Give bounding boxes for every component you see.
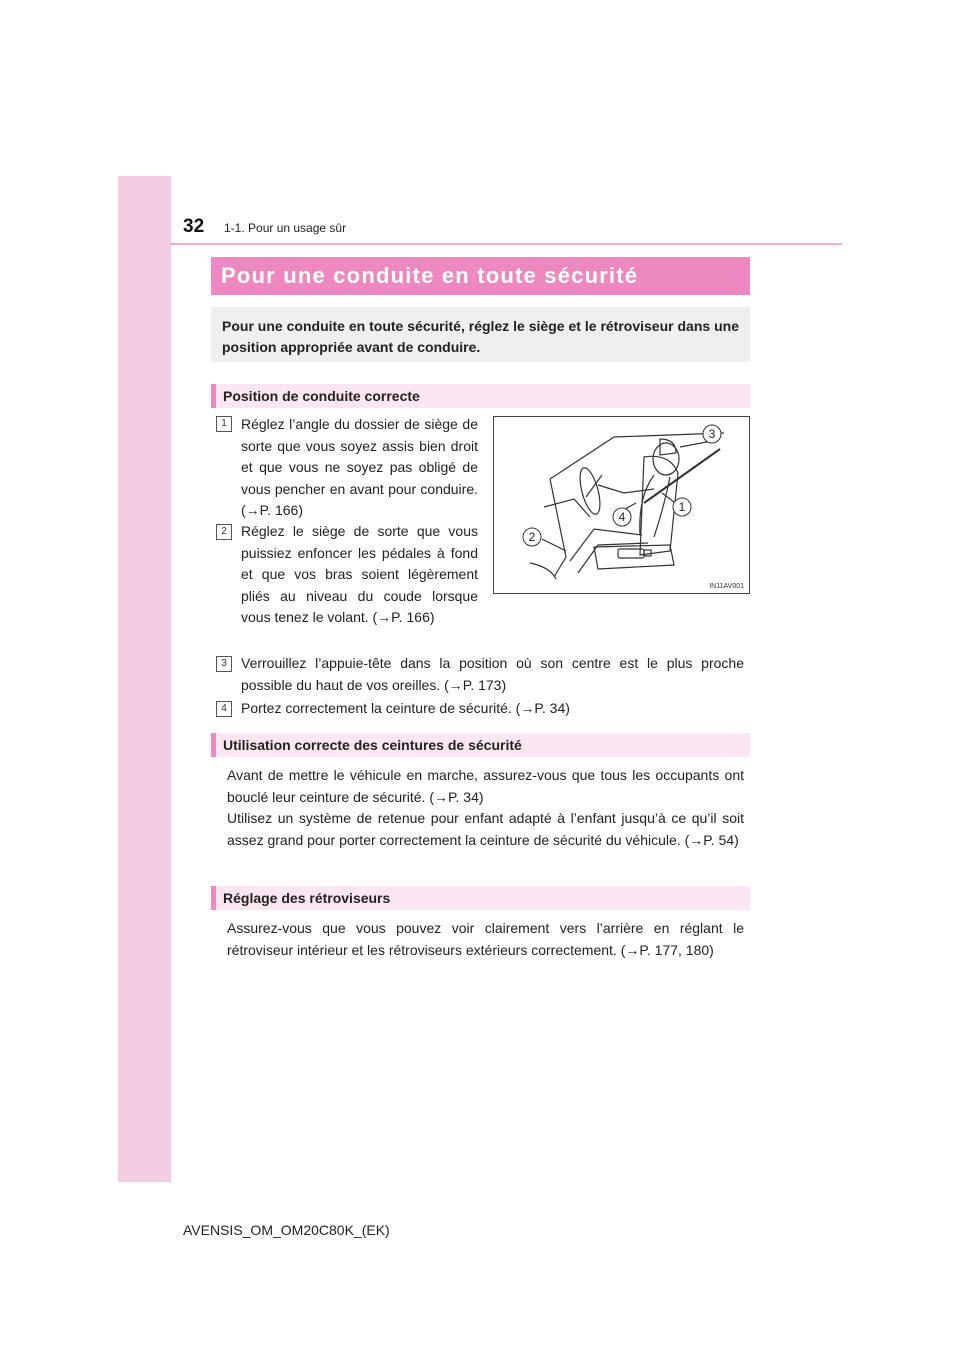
subhead-mirrors [211, 886, 750, 910]
item-text-1: Réglez l’angle du dossier de siège de sorte que vous soyez assis bien droit et que vous ne soyez pas obligé de vous pencher en avant pour conduire. (→P. 166) [241, 416, 478, 518]
item-text-4: Portez correctement la ceinture de sécurité. (→P. 34) [241, 700, 570, 716]
seatbelt-paragraph-2: Utilisez un système de retenue pour enfant adapté à l’enfant jusqu’à ce qu’il soit assez grand pour porter correctement la ceinture de sécurité du véhicule. (→P. 54) [227, 810, 744, 848]
subhead-position-label: Position de conduite correcte [223, 388, 420, 404]
item-text-3: Verrouillez l’appuie-tête dans la position où son centre est le plus proche possible du haut de vos oreilles. (→P. 173) [241, 655, 744, 693]
item-number-4: 4 [216, 701, 232, 717]
header-rule [170, 243, 842, 245]
page-number: 32 [183, 216, 205, 237]
driving-position-illustration [493, 416, 750, 594]
side-tab-bar [118, 176, 171, 1182]
subhead-seatbelts-label: Utilisation correcte des ceintures de sécurité [223, 737, 522, 753]
subhead-seatbelts [211, 733, 750, 757]
item-text-2: Réglez le siège de sorte que vous puissiez enfoncer les pédales à fond et que vos bras soient légèrement pliés au niveau du coude lorsque vous tenez le volant. (→P. 166) [241, 523, 478, 625]
callout-2: 2 [528, 530, 536, 544]
footer-code: AVENSIS_OM_OM20C80K_(EK) [183, 1222, 390, 1238]
title-bar [211, 257, 750, 295]
seatbelt-paragraph-1: Avant de mettre le véhicule en marche, assurez-vous que tous les occupants ont bouclé leur ceinture de sécurité. (→P. 34) [227, 767, 744, 805]
illustration-code: IN11AV001 [709, 583, 744, 590]
item-number-1: 1 [216, 416, 232, 432]
page-title: Pour une conduite en toute sécurité [221, 263, 639, 288]
callout-3: 3 [708, 427, 716, 441]
driver-seat-drawing [494, 417, 749, 593]
callout-1: 1 [678, 500, 686, 514]
intro-box [211, 307, 750, 362]
subhead-position [211, 384, 750, 408]
subhead-marker [211, 886, 216, 910]
subhead-marker [211, 384, 216, 408]
subhead-marker [211, 733, 216, 757]
item-number-3: 3 [216, 656, 232, 672]
item-number-2: 2 [216, 524, 232, 540]
section-label: 1-1. Pour un usage sûr [224, 221, 347, 235]
callout-4: 4 [618, 510, 626, 524]
intro-text: Pour une conduite en toute sécurité, réglez le siège et le rétroviseur dans une position appropriée avant de conduire. [222, 318, 739, 355]
subhead-mirrors-label: Réglage des rétroviseurs [223, 890, 391, 906]
mirrors-paragraph: Assurez-vous que vous pouvez voir clairement vers l’arrière en réglant le rétroviseur intérieur et les rétroviseurs extérieurs correctement. (→P. 177, 180) [227, 920, 744, 958]
